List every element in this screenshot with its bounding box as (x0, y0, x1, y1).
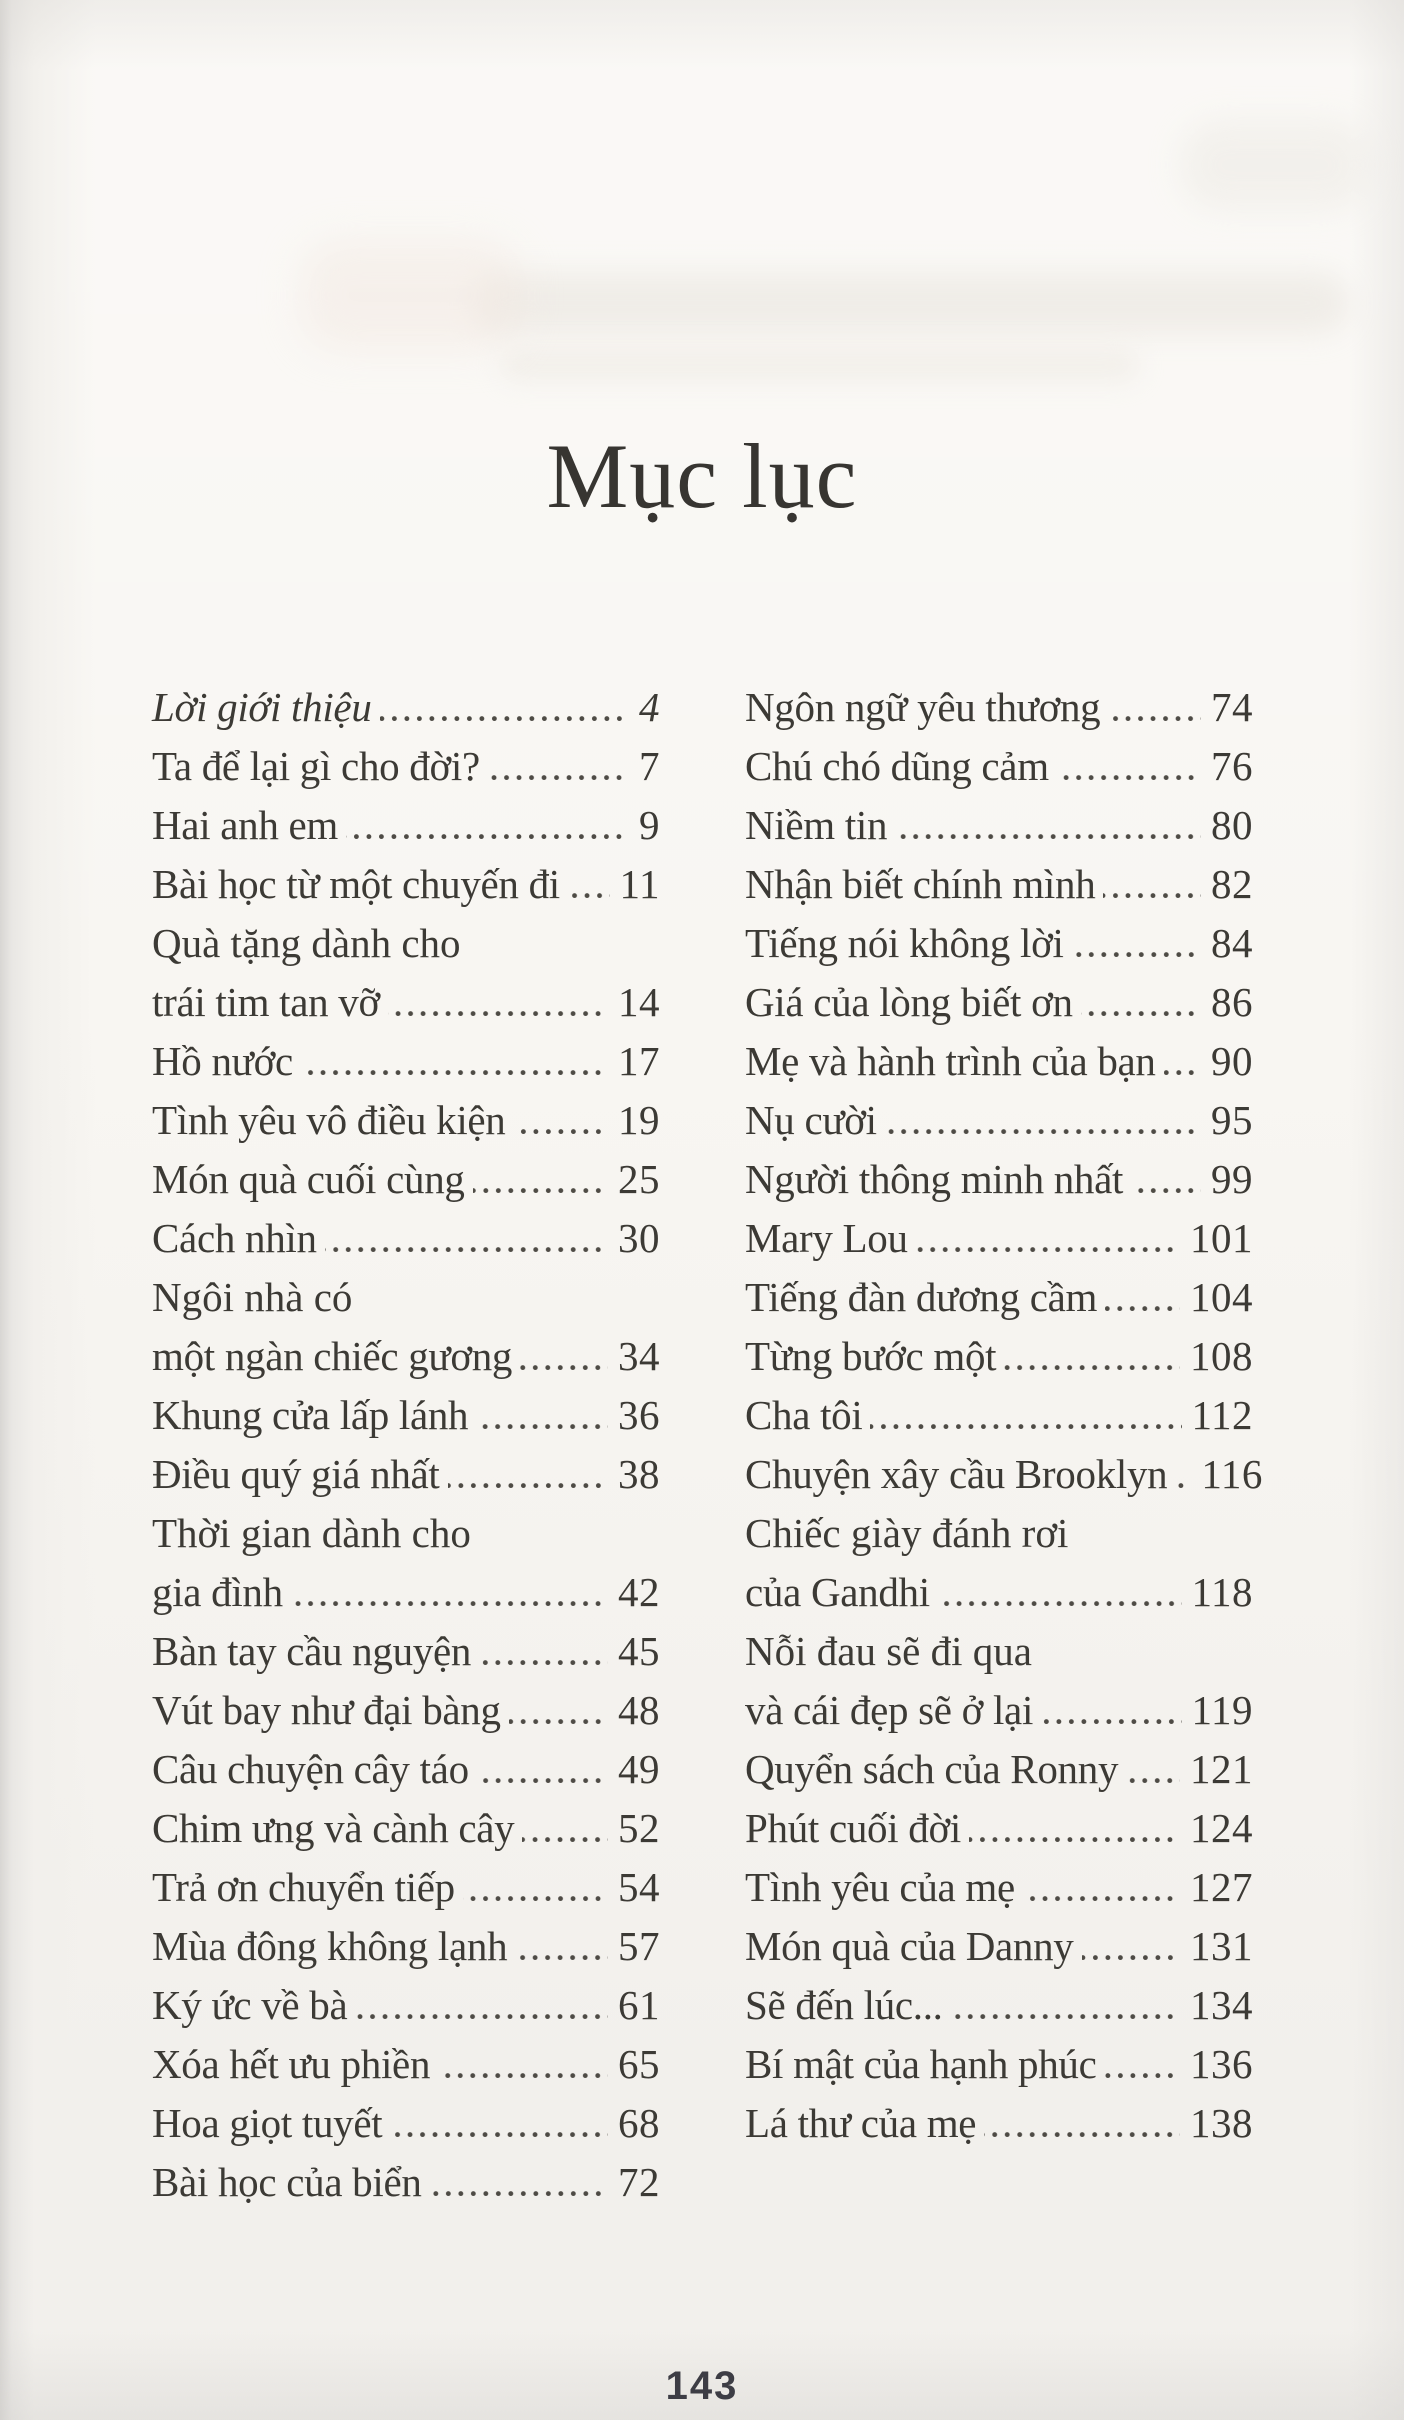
toc-page-number: 38 (618, 1451, 660, 1497)
toc-entry-text: Quà tặng dành cho (152, 920, 461, 966)
toc-entry (152, 1740, 660, 1799)
toc-entry-title: Chú chó dũng cảm (745, 743, 1049, 789)
toc-entry-title: Giá của lòng biết ơn (745, 979, 1073, 1025)
toc-entry-title: Lá thư của mẹ (745, 2100, 977, 2146)
toc-entry (745, 1799, 1253, 1858)
toc-entry (745, 1740, 1253, 1799)
toc-entry (745, 678, 1253, 737)
toc-entry-row (745, 1563, 1253, 1622)
dot-leader (390, 2132, 608, 2137)
dot-leader (346, 834, 629, 839)
dot-leader (438, 2073, 608, 2078)
toc-entry (152, 796, 660, 855)
show-through-artifact (500, 348, 1140, 382)
toc-entry-row (152, 1445, 660, 1504)
toc-entry-row (152, 1209, 660, 1268)
toc-page-number: 25 (618, 1156, 660, 1202)
toc-entry-title: Cách nhìn (152, 1215, 317, 1261)
toc-entry-text: Nỗi đau sẽ đi qua (745, 1628, 1032, 1674)
toc-entry-row (745, 1858, 1253, 1917)
toc-entry-row (152, 1681, 660, 1740)
toc-entry-row (152, 796, 660, 855)
toc-entry (745, 855, 1253, 914)
toc-entry-title: Khung cửa lấp lánh (152, 1392, 469, 1438)
toc-entry-row (745, 1445, 1263, 1504)
toc-entry-row (152, 2035, 660, 2094)
dot-leader (522, 1837, 608, 1842)
toc-entry (152, 1622, 660, 1681)
toc-page-number: 57 (618, 1923, 660, 1969)
toc-entry-row (745, 1740, 1253, 1799)
toc-entry-title: Trả ơn chuyển tiếp (152, 1864, 455, 1910)
dot-leader (1082, 1955, 1180, 1960)
dot-leader (1108, 716, 1201, 721)
toc-entry (745, 737, 1253, 796)
toc-entry-title: Ngôn ngữ yêu thương (745, 684, 1101, 730)
toc-entry-row (745, 855, 1253, 914)
dot-leader (473, 1188, 608, 1193)
toc-entry (745, 1917, 1253, 1976)
toc-entry-row (152, 2094, 660, 2153)
toc-entry-title: Niềm tin (745, 802, 888, 848)
toc-entry-title: Xóa hết ưu phiền (152, 2041, 431, 2087)
toc-entry-row (152, 678, 660, 737)
dot-leader (463, 1896, 608, 1901)
toc-page-number: 49 (618, 1746, 660, 1792)
toc-entry (152, 1150, 660, 1209)
toc-entry (152, 1386, 660, 1445)
toc-entry-row (745, 1209, 1253, 1268)
toc-entry-title: Món quà của Danny (745, 1923, 1074, 1969)
toc-entry-row (745, 1681, 1253, 1740)
toc-entry-title: trái tim tan vỡ (152, 979, 380, 1025)
dot-leader (984, 2132, 1180, 2137)
dot-leader (1175, 1483, 1191, 1488)
toc-entry-text: Chiếc giày đánh rơi (745, 1510, 1069, 1556)
toc-page-number: 7 (639, 743, 660, 789)
toc-entry-title: gia đình (152, 1569, 283, 1615)
toc-entry-row (745, 1917, 1253, 1976)
toc-entry (745, 2035, 1253, 2094)
dot-leader (1072, 952, 1201, 957)
toc-page-number: 42 (618, 1569, 660, 1615)
toc-entry-text: Ngôi nhà có (152, 1274, 353, 1320)
toc-entry-row (152, 1976, 660, 2035)
dot-leader (1105, 2073, 1180, 2078)
toc-page-number: 9 (639, 802, 660, 848)
toc-entry-title: Chim ưng và cành cây (152, 1805, 515, 1851)
toc-entry (152, 737, 660, 796)
dot-leader (568, 893, 610, 898)
toc-entry (745, 1209, 1253, 1268)
toc-entry-title: Tiếng nói không lời (745, 920, 1064, 966)
toc-entry (152, 1091, 660, 1150)
toc-page-number: 80 (1211, 802, 1253, 848)
toc-page-number: 127 (1190, 1864, 1253, 1910)
toc-entry-row (152, 1799, 660, 1858)
toc-entry-title: Từng bước một (745, 1333, 997, 1379)
toc-entry-title: Phút cuối đời (745, 1805, 961, 1851)
toc-entry-row (745, 1150, 1253, 1209)
toc-entry (745, 1386, 1253, 1445)
toc-entry (152, 2035, 660, 2094)
toc-entry (745, 1091, 1253, 1150)
toc-entry-title: Người thông minh nhất (745, 1156, 1124, 1202)
toc-page-number: 108 (1190, 1333, 1253, 1379)
toc-entry (152, 2094, 660, 2153)
toc-entry (745, 1268, 1253, 1327)
toc-entry (745, 1858, 1253, 1917)
toc-page-number: 76 (1211, 743, 1253, 789)
toc-entry-title: Chuyện xây cầu Brooklyn (745, 1451, 1168, 1497)
toc-entry-title: Mẹ và hành trình của bạn (745, 1038, 1156, 1084)
toc-entry-row (152, 1150, 660, 1209)
toc-entry-title: Tiếng đàn dương cầm (745, 1274, 1098, 1320)
dot-leader (895, 834, 1201, 839)
toc-entry-title: Hồ nước (152, 1038, 293, 1084)
toc-page-number: 74 (1211, 684, 1253, 730)
toc-entry-title: Tình yêu vô điều kiện (152, 1097, 506, 1143)
toc-entry-title: Nụ cười (745, 1097, 877, 1143)
show-through-artifact (470, 272, 1350, 334)
toc-entry-row (745, 1327, 1253, 1386)
dot-leader (479, 1660, 608, 1665)
toc-page-number: 134 (1190, 1982, 1253, 2028)
toc-entry (745, 1976, 1253, 2035)
show-through-artifact (1180, 120, 1370, 210)
toc-entry-row (152, 1740, 660, 1799)
toc-column-right (745, 678, 1263, 2212)
toc-page-number: 11 (619, 861, 660, 907)
toc-entry-row (745, 1976, 1253, 2035)
dot-leader (355, 2014, 608, 2019)
toc-entry-title: của Gandhi (745, 1569, 930, 1615)
toc-page-number: 99 (1211, 1156, 1253, 1202)
dot-leader (476, 1424, 608, 1429)
toc-entry-title: Câu chuyện cây táo (152, 1746, 469, 1792)
toc-entry-row (152, 737, 660, 796)
toc-page-number: 86 (1211, 979, 1253, 1025)
toc-entry (745, 2094, 1253, 2153)
toc-entry-title: Mary Lou (745, 1215, 908, 1261)
toc-entry-title: Lời giới thiệu (152, 684, 372, 730)
dot-leader (388, 1011, 608, 1016)
toc-entry-title: Nhận biết chính mình (745, 861, 1096, 907)
dot-leader (515, 1955, 608, 1960)
toc-entry-title: Bài học của biển (152, 2159, 422, 2205)
toc-entry (152, 855, 660, 914)
dot-leader (325, 1247, 608, 1252)
toc-entry-row (152, 973, 660, 1032)
dot-leader (969, 1837, 1180, 1842)
toc-entry-row (745, 1799, 1253, 1858)
toc-entry-title: Bài học từ một chuyến đi (152, 861, 560, 907)
toc-entry-title: Điều quý giá nhất (152, 1451, 440, 1497)
dot-leader (1164, 1070, 1201, 1075)
dot-leader (1103, 893, 1201, 898)
toc-page-number: 119 (1191, 1687, 1253, 1733)
toc-page-number: 116 (1201, 1451, 1263, 1497)
toc-entry-title: Bàn tay cầu nguyện (152, 1628, 472, 1674)
toc-entry-text: Thời gian dành cho (152, 1510, 471, 1556)
toc-entry-row (152, 1622, 660, 1681)
toc-entry (152, 1445, 660, 1504)
toc-page-number: 30 (618, 1215, 660, 1261)
toc-entry-row (745, 1268, 1253, 1327)
dot-leader (514, 1129, 608, 1134)
toc-entry-title: Hai anh em (152, 802, 338, 848)
toc-page-number: 90 (1211, 1038, 1253, 1084)
toc-entry-title: Vút bay như đại bàng (152, 1687, 501, 1733)
toc-entry-title: một ngàn chiếc gương (152, 1333, 513, 1379)
dot-leader (301, 1070, 608, 1075)
toc-entry-row (152, 1091, 660, 1150)
dot-leader (448, 1483, 608, 1488)
toc-entry (152, 1681, 660, 1740)
toc-entry (745, 973, 1253, 1032)
toc-entry-title: Sẽ đến lúc... (745, 1982, 943, 2028)
toc-page-number: 14 (618, 979, 660, 1025)
dot-leader (1131, 1188, 1201, 1193)
toc-entry-row (745, 2094, 1253, 2153)
toc-entry-title: Bí mật của hạnh phúc (745, 2041, 1097, 2087)
toc-entry (152, 1504, 660, 1622)
dot-leader (291, 1601, 608, 1606)
toc-entry-row (745, 973, 1253, 1032)
toc-entry (152, 1917, 660, 1976)
dot-leader (938, 1601, 1182, 1606)
toc-entry (152, 1858, 660, 1917)
toc-entry-title: Quyển sách của Ronny (745, 1746, 1119, 1792)
toc-entry-row (152, 1327, 660, 1386)
dot-leader (1081, 1011, 1201, 1016)
toc-page-number: 54 (618, 1864, 660, 1910)
toc-entry-row (745, 1386, 1253, 1445)
toc-page-number: 124 (1190, 1805, 1253, 1851)
dot-leader (1004, 1365, 1180, 1370)
toc-column-left (152, 678, 660, 2212)
toc-page-number: 17 (618, 1038, 660, 1084)
toc-entry (152, 1209, 660, 1268)
toc-entry (152, 1976, 660, 2035)
toc-page-number: 136 (1190, 2041, 1253, 2087)
show-through-artifact (300, 240, 520, 350)
dot-leader (520, 1365, 608, 1370)
toc-entry-row (745, 796, 1253, 855)
toc-page-number: 131 (1190, 1923, 1253, 1969)
toc-entry-row (152, 1032, 660, 1091)
toc-entry-row (152, 855, 660, 914)
toc-entry-title: Món quà cuối cùng (152, 1156, 465, 1202)
toc-entry (745, 1150, 1253, 1209)
toc-entry-row (745, 1091, 1253, 1150)
toc-entry-title: Mùa đông không lạnh (152, 1923, 508, 1969)
toc-page-number: 101 (1190, 1215, 1253, 1261)
toc-page-number: 65 (618, 2041, 660, 2087)
toc-page-number: 95 (1211, 1097, 1253, 1143)
dot-leader (509, 1719, 608, 1724)
toc-columns (152, 678, 1263, 2212)
toc-entry (152, 1799, 660, 1858)
toc-page-number: 121 (1190, 1746, 1253, 1792)
dot-leader (488, 775, 629, 780)
toc-page-number: 104 (1190, 1274, 1253, 1320)
toc-page-number: 82 (1211, 861, 1253, 907)
dot-leader (1041, 1719, 1181, 1724)
dot-leader (477, 1778, 608, 1783)
toc-entry-row (745, 2035, 1253, 2094)
toc-entry-row (745, 678, 1253, 737)
toc-entry (745, 1622, 1253, 1740)
toc-entry (152, 2153, 660, 2212)
dot-leader (870, 1424, 1181, 1429)
dot-leader (430, 2191, 608, 2196)
dot-leader (951, 2014, 1180, 2019)
page-title: Mục lục (546, 425, 858, 527)
toc-page-number: 48 (618, 1687, 660, 1733)
toc-entry-row (152, 1386, 660, 1445)
toc-page-number: 84 (1211, 920, 1253, 966)
toc-entry-title: Ta để lại gì cho đời? (152, 743, 480, 789)
toc-entry-row (745, 1032, 1253, 1091)
toc-entry-title: và cái đẹp sẽ ở lại (745, 1687, 1034, 1733)
toc-page-number: 68 (618, 2100, 660, 2146)
folio-page-number: 143 (665, 2364, 739, 2408)
toc-entry (745, 1032, 1253, 1091)
toc-entry-row (152, 1858, 660, 1917)
toc-entry-title: Hoa giọt tuyết (152, 2100, 383, 2146)
toc-page-number: 19 (618, 1097, 660, 1143)
dot-leader (1023, 1896, 1180, 1901)
dot-leader (1105, 1306, 1180, 1311)
toc-page-number: 45 (618, 1628, 660, 1674)
dot-leader (885, 1129, 1201, 1134)
toc-entry-row (152, 2153, 660, 2212)
dot-leader (1126, 1778, 1180, 1783)
toc-page-number: 61 (618, 1982, 660, 2028)
toc-entry (745, 1504, 1253, 1622)
toc-entry (152, 678, 660, 737)
toc-entry-row (745, 914, 1253, 973)
toc-entry-row (152, 1563, 660, 1622)
toc-entry-row (152, 1917, 660, 1976)
toc-entry-title: Tình yêu của mẹ (745, 1864, 1015, 1910)
toc-page-number: 36 (618, 1392, 660, 1438)
toc-page-number: 72 (618, 2159, 660, 2205)
toc-entry-title: Cha tôi (745, 1392, 863, 1438)
toc-entry-row (745, 737, 1253, 796)
toc-entry (152, 914, 660, 1032)
toc-entry (745, 1445, 1263, 1504)
dot-leader (380, 716, 629, 721)
toc-entry (745, 796, 1253, 855)
toc-page-number: 4 (639, 684, 660, 730)
toc-page-number: 138 (1190, 2100, 1253, 2146)
toc-entry (152, 1032, 660, 1091)
dot-leader (916, 1247, 1180, 1252)
toc-page-number: 118 (1191, 1569, 1253, 1615)
toc-entry-title: Ký ức về bà (152, 1982, 348, 2028)
dot-leader (1057, 775, 1201, 780)
toc-page-number: 112 (1191, 1392, 1253, 1438)
toc-page-number: 34 (618, 1333, 660, 1379)
toc-entry (745, 914, 1253, 973)
toc-page-number: 52 (618, 1805, 660, 1851)
toc-entry (152, 1268, 660, 1386)
toc-entry (745, 1327, 1253, 1386)
